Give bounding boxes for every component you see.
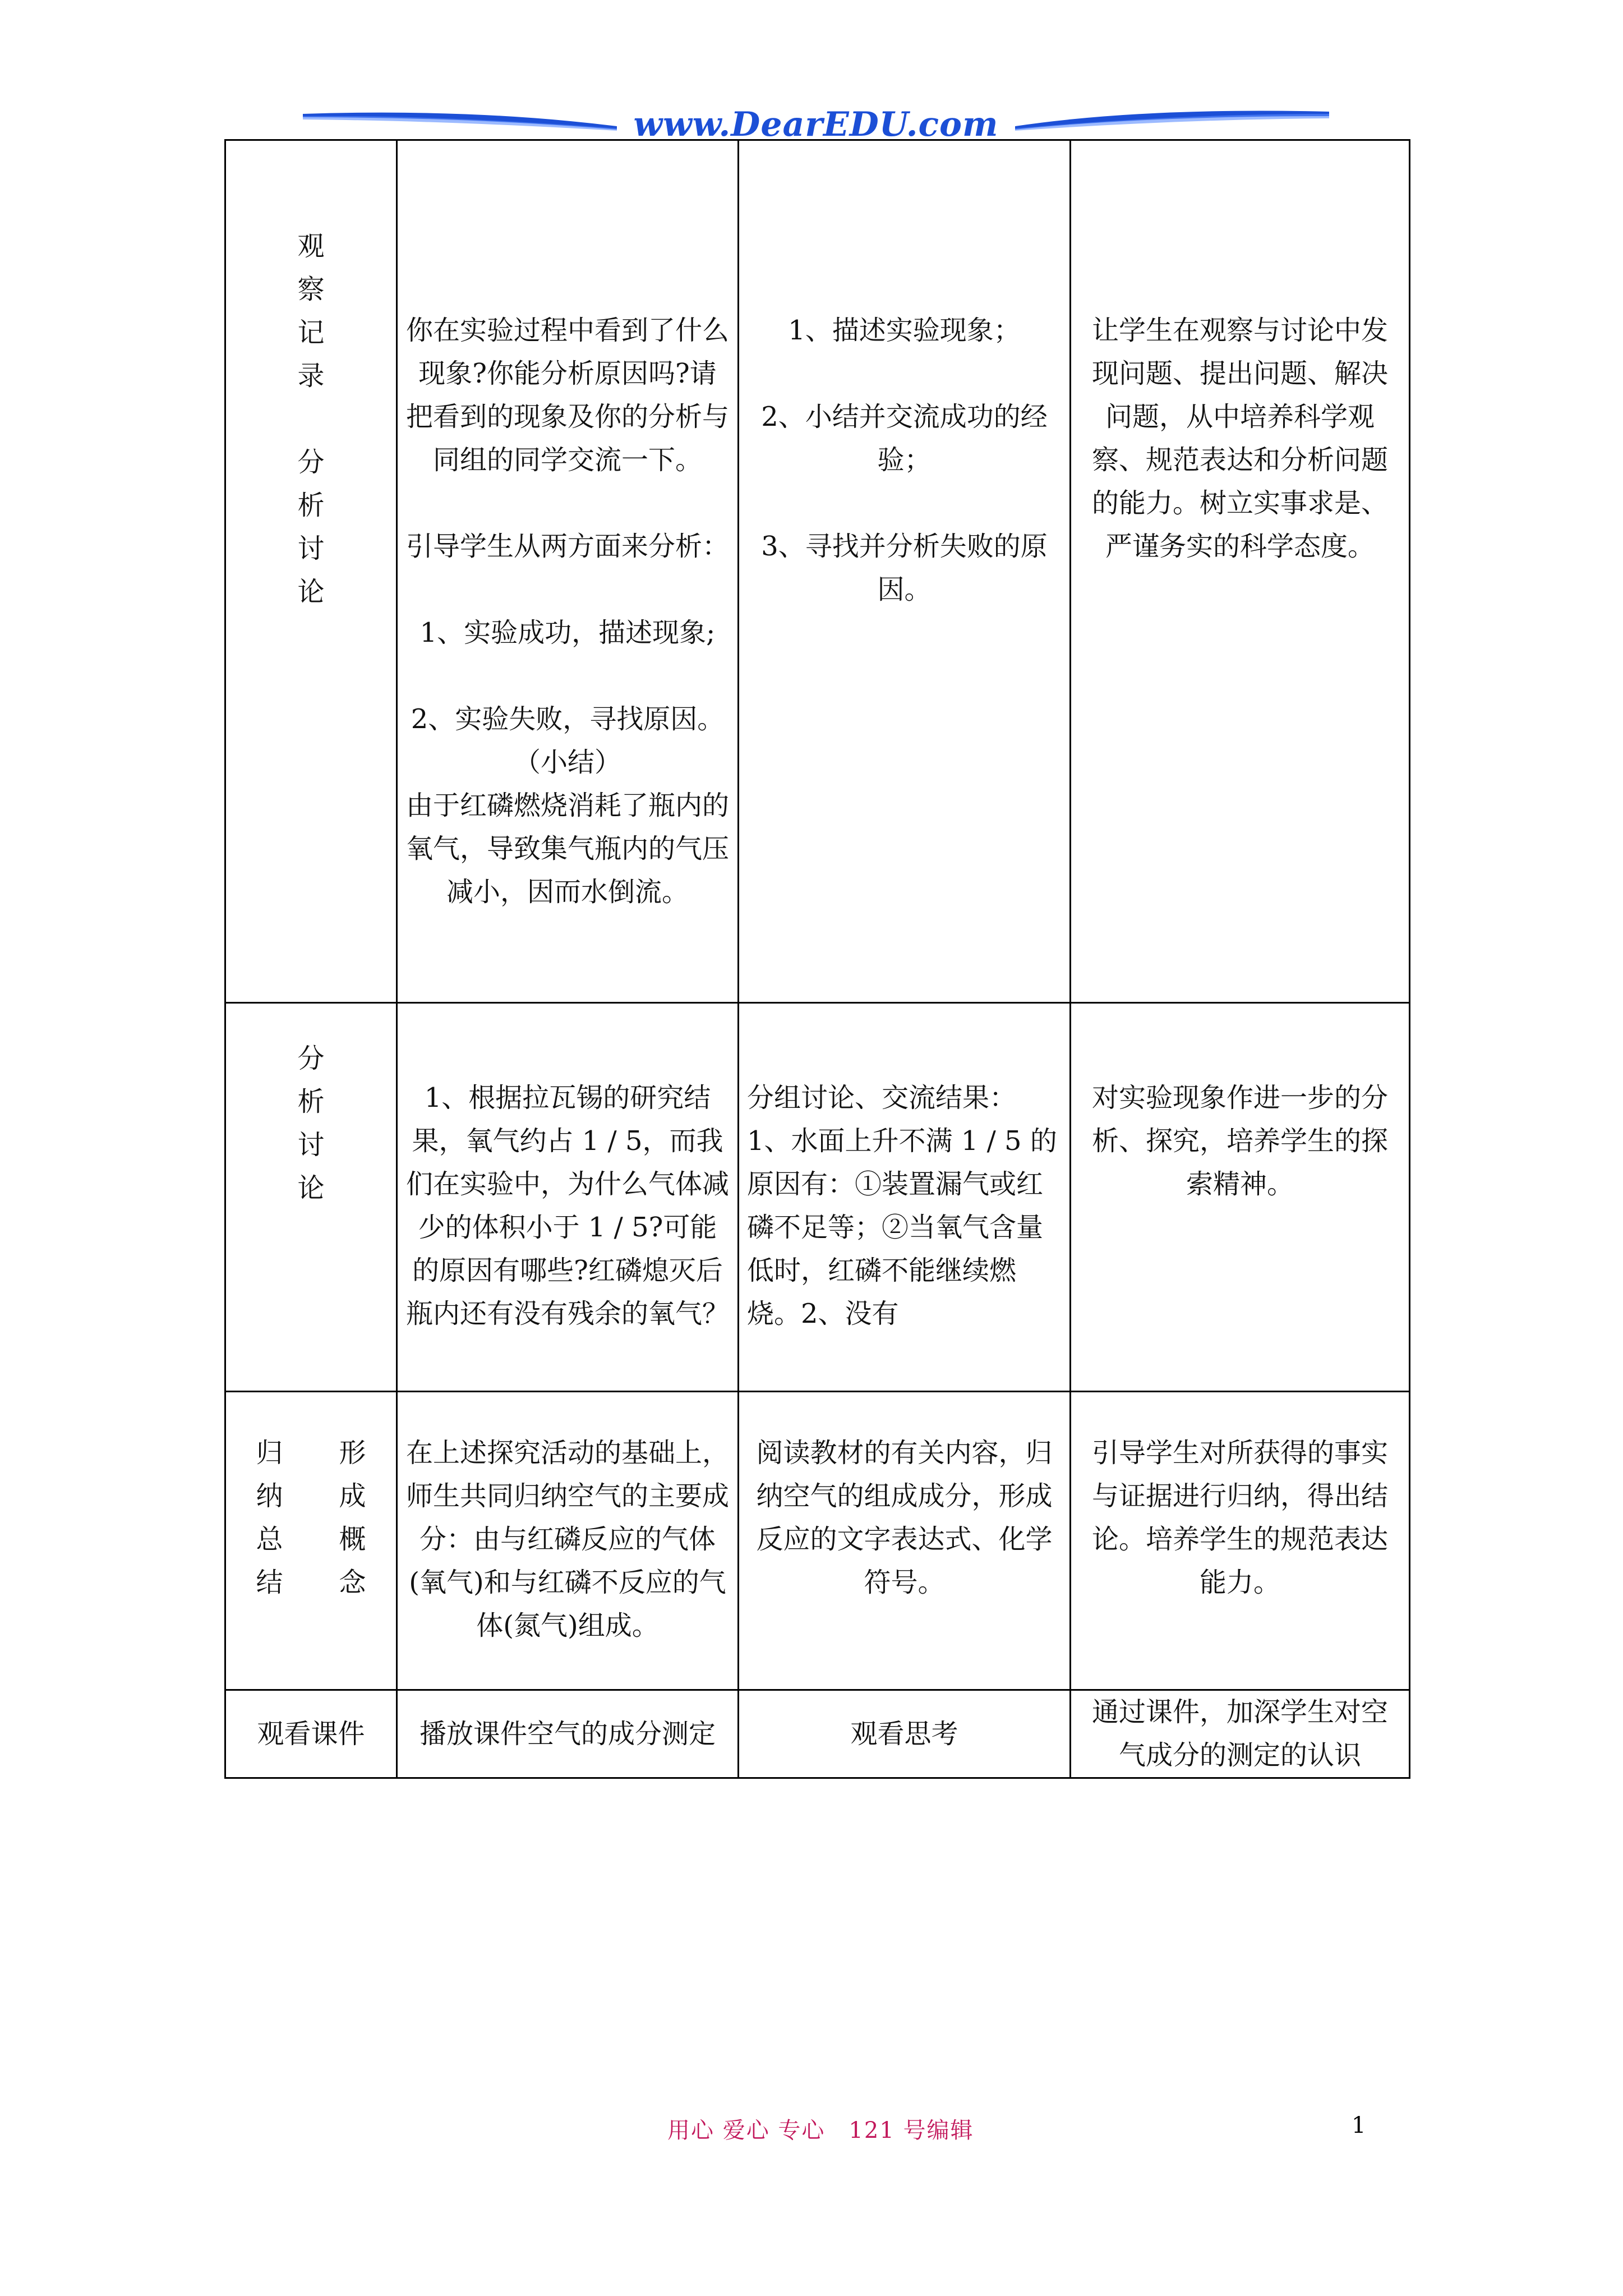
student-activity-text: 阅读教材的有关内容，归纳空气的组成成分，形成反应的文字表达式、化学符号。 [756, 1437, 1053, 1598]
student-activity-text: 观看思考 [850, 1718, 958, 1750]
stage-label-char [298, 398, 325, 441]
design-intent-text: 对实验现象作进一步的分析、探究，培养学生的探索精神。 [1091, 1082, 1388, 1200]
stage-cell [225, 1003, 397, 1392]
student-activity-text: 1、描述实验现象； [788, 315, 1021, 346]
student-activity-text: 2、小结并交流成功的经验； [761, 401, 1048, 476]
design-intent-cell [1071, 140, 1410, 1003]
stage-label-char: 记 [297, 317, 325, 348]
stage-label-char: 论 [297, 1172, 325, 1204]
student-activity-text: 1、水面上升不满 1 / 5 的原因有：①装置漏气或红磷不足等；②当氧气含量低时，红磷不能继续燃烧。2、没有 [747, 1125, 1057, 1329]
teacher-activity-text: 引导学生从两方面来分析： [405, 531, 729, 562]
stage-label-char: 归 [256, 1437, 283, 1469]
lesson-table [224, 139, 1410, 1779]
design-intent-cell [1071, 1392, 1410, 1690]
student-activity-cell [739, 140, 1071, 1003]
design-intent-text: 让学生在观察与讨论中发现问题、提出问题、解决问题，从中培养科学观察、规范表达和分析问题的能力。树立实事求是、严谨务实的科学态度。 [1091, 315, 1388, 562]
stage-label-char: 讨 [297, 1129, 325, 1161]
table-row [225, 1690, 1410, 1778]
table-row [225, 1392, 1410, 1690]
teacher-activity-cell [397, 1003, 739, 1392]
stage-label-char: 念 [339, 1567, 366, 1598]
stage-label-char: 结 [256, 1567, 283, 1598]
site-logo-text: www.DearEDU.com [633, 105, 999, 144]
stage-label-char: 察 [297, 274, 325, 305]
student-activity-cell [739, 1392, 1071, 1690]
stage-label-char: 析 [297, 490, 325, 521]
stage-label: 观看课件 [257, 1718, 365, 1750]
design-intent-cell [1071, 1690, 1410, 1778]
site-header [303, 104, 1329, 143]
student-activity-cell [739, 1003, 1071, 1392]
stage-label-char: 讨 [297, 533, 325, 564]
stage-label-char: 总 [256, 1524, 283, 1555]
page-number: 1 [1352, 2113, 1366, 2138]
teacher-activity-text: 2、实验失败，寻找原因。 [411, 703, 725, 735]
student-activity-text: 3、寻找并分析失败的原因。 [761, 531, 1048, 605]
stage-cell [225, 1690, 397, 1778]
teacher-activity-text: 1、根据拉瓦锡的研究结果，氧气约占 1 / 5，而我们在实验中，为什么气体减少的体积小于 1 / 5?可能的原因有哪些?红磷熄灭后瓶内还有没有残余的氧气？ [405, 1082, 729, 1329]
design-intent-text: 通过课件，加深学生对空气成分的测定的认识 [1091, 1696, 1388, 1771]
teacher-activity-text [405, 568, 730, 611]
student-activity-text [747, 482, 1062, 525]
stage-label-char: 成 [339, 1480, 366, 1512]
stage-label-char: 论 [297, 576, 325, 608]
table-row [225, 140, 1410, 1003]
stage-label-char: 析 [297, 1086, 325, 1117]
teacher-activity-text [405, 655, 730, 698]
table-row [225, 1003, 1410, 1392]
design-intent-cell [1071, 1003, 1410, 1392]
teacher-activity-cell [397, 140, 739, 1003]
stage-label-char: 分 [297, 447, 325, 478]
design-intent-text: 引导学生对所获得的事实与证据进行归纳，得出结论。培养学生的规范表达能力。 [1091, 1437, 1388, 1598]
teacher-activity-text: 1、实验成功，描述现象; [419, 617, 716, 648]
teacher-activity-cell [397, 1392, 739, 1690]
stage-cell [225, 1392, 397, 1690]
teacher-activity-cell [397, 1690, 739, 1778]
stage-label-char: 纳 [256, 1480, 283, 1512]
student-activity-text: 分组讨论、交流结果： [747, 1082, 1017, 1114]
teacher-activity-text: （小结） [513, 747, 621, 778]
teacher-activity-text: 你在实验过程中看到了什么现象?你能分析原因吗?请把看到的现象及你的分析与同组的同学交流一下。 [405, 315, 729, 476]
teacher-activity-text: 播放课件空气的成分测定 [419, 1718, 716, 1750]
teacher-activity-text [405, 482, 730, 525]
stage-cell [225, 140, 397, 1003]
stage-label-char: 概 [339, 1524, 366, 1555]
stage-label-char: 形 [339, 1437, 366, 1469]
stage-label-char: 录 [297, 360, 325, 392]
student-activity-text [747, 352, 1062, 395]
footer-text: 用心 爱心 专心 121 号编辑 [667, 2118, 974, 2143]
student-activity-cell [739, 1690, 1071, 1778]
teacher-activity-text: 在上述探究活动的基础上，师生共同归纳空气的主要成分：由与红磷反应的气体(氧气)和与红磷不反应的气体(氮气)组成。 [405, 1437, 729, 1641]
teacher-activity-text: 由于红磷燃烧消耗了瓶内的氧气，导致集气瓶内的气压减小，因而水倒流。 [405, 790, 729, 908]
stage-label-char: 分 [297, 1043, 325, 1074]
stage-label-char: 观 [297, 231, 325, 262]
